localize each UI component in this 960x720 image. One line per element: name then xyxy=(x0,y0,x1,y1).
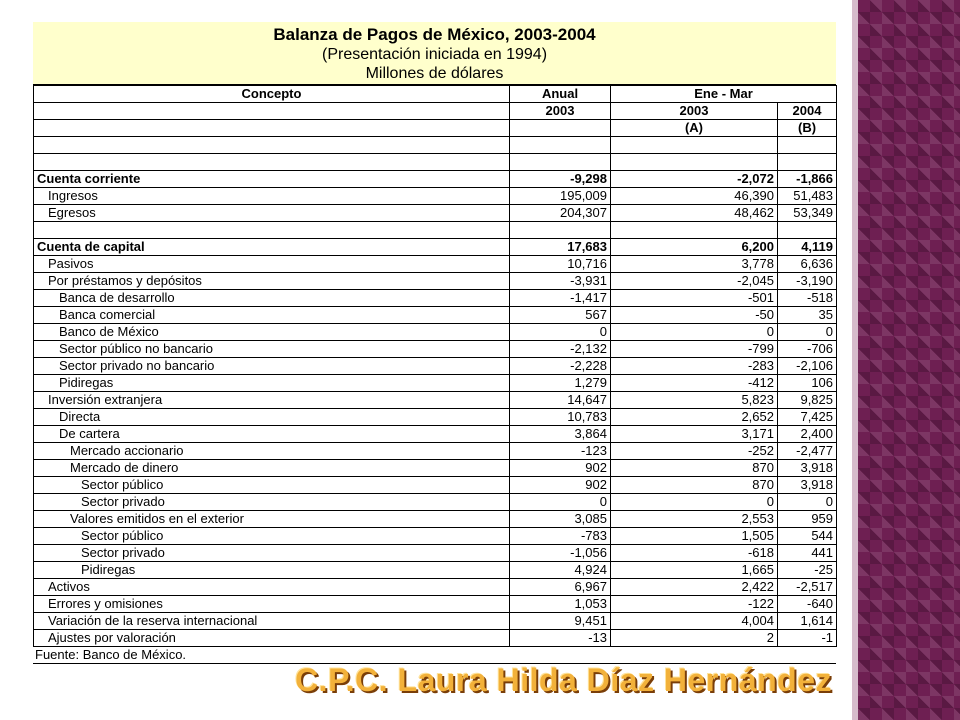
row-label: Banca de desarrollo xyxy=(34,290,510,307)
row-label: Activos xyxy=(34,579,510,596)
table-title: Balanza de Pagos de México, 2003-2004 xyxy=(273,25,596,44)
row-q2004: 544 xyxy=(778,528,837,545)
row-q2004: 7,425 xyxy=(778,409,837,426)
table-row xyxy=(34,273,837,290)
table-row xyxy=(34,324,837,341)
col-q-2003-note: (A) xyxy=(611,120,778,137)
row-q2004: 1,614 xyxy=(778,613,837,630)
row-q2003: 2,422 xyxy=(611,579,778,596)
col-q-2003: 2003 xyxy=(611,103,778,120)
row-q2003: 1,665 xyxy=(611,562,778,579)
row-q2004: 6,636 xyxy=(778,256,837,273)
row-anual: -1,056 xyxy=(510,545,611,562)
table-row xyxy=(34,256,837,273)
spacer-row xyxy=(34,222,837,239)
table-row xyxy=(34,460,837,477)
row-anual: 902 xyxy=(510,460,611,477)
table-row xyxy=(34,358,837,375)
spacer-row xyxy=(34,137,837,154)
col-enemar: Ene - Mar xyxy=(611,86,837,103)
row-q2003: -283 xyxy=(611,358,778,375)
row-label: Variación de la reserva internacional xyxy=(34,613,510,630)
row-anual: -9,298 xyxy=(510,171,611,188)
row-q2004: -518 xyxy=(778,290,837,307)
row-q2004: 3,918 xyxy=(778,460,837,477)
row-q2003: -2,045 xyxy=(611,273,778,290)
row-q2003: 6,200 xyxy=(611,239,778,256)
row-label: Por préstamos y depósitos xyxy=(34,273,510,290)
col-q-2004: 2004 xyxy=(778,103,837,120)
blank-cell xyxy=(778,154,837,171)
row-anual: 567 xyxy=(510,307,611,324)
table-row xyxy=(34,392,837,409)
table-subtitle: (Presentación iniciada en 1994) xyxy=(321,46,548,63)
blank-cell xyxy=(510,137,611,154)
row-label: Mercado de dinero xyxy=(34,460,510,477)
table-row xyxy=(34,443,837,460)
row-q2004: -706 xyxy=(778,341,837,358)
row-q2004: 0 xyxy=(778,494,837,511)
table-row xyxy=(34,426,837,443)
table-row xyxy=(34,494,837,511)
row-q2003: 1,505 xyxy=(611,528,778,545)
spacer-row xyxy=(34,154,837,171)
blank-cell xyxy=(34,154,510,171)
row-label: Sector privado no bancario xyxy=(34,358,510,375)
row-anual: 0 xyxy=(510,494,611,511)
row-anual: 10,783 xyxy=(510,409,611,426)
table-row xyxy=(34,579,837,596)
row-q2004: -1 xyxy=(778,630,837,647)
row-q2003: -2,072 xyxy=(611,171,778,188)
row-label: Ingresos xyxy=(34,188,510,205)
row-q2003: 0 xyxy=(611,324,778,341)
blank-cell xyxy=(510,120,611,137)
row-q2004: -640 xyxy=(778,596,837,613)
table-row xyxy=(34,545,837,562)
blank-cell xyxy=(34,137,510,154)
row-label: Banco de México xyxy=(34,324,510,341)
row-anual: -2,132 xyxy=(510,341,611,358)
row-anual: 4,924 xyxy=(510,562,611,579)
row-label: Sector privado xyxy=(34,545,510,562)
row-q2003: 870 xyxy=(611,460,778,477)
balance-document xyxy=(33,22,836,664)
row-q2004: -2,517 xyxy=(778,579,837,596)
row-q2003: 2,553 xyxy=(611,511,778,528)
row-q2003: 48,462 xyxy=(611,205,778,222)
decorative-pattern-panel xyxy=(858,0,960,720)
row-label: De cartera xyxy=(34,426,510,443)
table-body xyxy=(34,137,837,647)
table-row xyxy=(34,613,837,630)
blank-cell xyxy=(34,120,510,137)
row-anual: -2,228 xyxy=(510,358,611,375)
row-q2003: -618 xyxy=(611,545,778,562)
row-q2003: 3,778 xyxy=(611,256,778,273)
row-anual: 1,053 xyxy=(510,596,611,613)
row-q2004: -2,477 xyxy=(778,443,837,460)
row-anual: -13 xyxy=(510,630,611,647)
table-row xyxy=(34,290,837,307)
col-anual: Anual xyxy=(510,86,611,103)
row-label: Sector público xyxy=(34,477,510,494)
table-row xyxy=(34,409,837,426)
row-q2004: -2,106 xyxy=(778,358,837,375)
row-anual: -783 xyxy=(510,528,611,545)
row-q2003: 46,390 xyxy=(611,188,778,205)
row-label: Directa xyxy=(34,409,510,426)
row-label: Pidiregas xyxy=(34,562,510,579)
blank-cell xyxy=(611,137,778,154)
row-label: Cuenta corriente xyxy=(34,171,510,188)
row-label: Cuenta de capital xyxy=(34,239,510,256)
table-row xyxy=(34,188,837,205)
blank-cell xyxy=(34,222,510,239)
row-anual: -123 xyxy=(510,443,611,460)
row-q2003: -252 xyxy=(611,443,778,460)
row-q2004: -3,190 xyxy=(778,273,837,290)
row-anual: -1,417 xyxy=(510,290,611,307)
table-row xyxy=(34,239,837,256)
blank-cell xyxy=(778,137,837,154)
row-label: Mercado accionario xyxy=(34,443,510,460)
table-row xyxy=(34,596,837,613)
row-anual: 902 xyxy=(510,477,611,494)
source-note: Fuente: Banco de México. xyxy=(33,647,836,664)
row-q2003: -501 xyxy=(611,290,778,307)
table-units: Millones de dólares xyxy=(365,65,504,82)
row-q2003: -799 xyxy=(611,341,778,358)
col-q-2004-note: (B) xyxy=(778,120,837,137)
row-q2003: -412 xyxy=(611,375,778,392)
row-label: Pasivos xyxy=(34,256,510,273)
table-row xyxy=(34,477,837,494)
table-row xyxy=(34,341,837,358)
row-q2004: 4,119 xyxy=(778,239,837,256)
row-anual: 6,967 xyxy=(510,579,611,596)
blank-cell xyxy=(611,154,778,171)
row-q2004: -1,866 xyxy=(778,171,837,188)
row-q2004: 51,483 xyxy=(778,188,837,205)
row-q2003: 2 xyxy=(611,630,778,647)
blank-cell xyxy=(510,222,611,239)
row-label: Inversión extranjera xyxy=(34,392,510,409)
col-anual-year: 2003 xyxy=(510,103,611,120)
row-anual: 3,864 xyxy=(510,426,611,443)
row-q2004: 0 xyxy=(778,324,837,341)
balance-table xyxy=(33,85,837,647)
row-anual: 14,647 xyxy=(510,392,611,409)
row-q2003: 3,171 xyxy=(611,426,778,443)
table-row xyxy=(34,171,837,188)
row-label: Sector público no bancario xyxy=(34,341,510,358)
blank-cell xyxy=(34,103,510,120)
row-label: Errores y omisiones xyxy=(34,596,510,613)
row-q2004: 2,400 xyxy=(778,426,837,443)
table-header xyxy=(33,22,836,85)
table-row xyxy=(34,205,837,222)
row-q2004: 106 xyxy=(778,375,837,392)
row-label: Ajustes por valoración xyxy=(34,630,510,647)
row-anual: 195,009 xyxy=(510,188,611,205)
author-signature: C.P.C. Laura Hilda Díaz Hernández xyxy=(295,662,832,698)
table-row xyxy=(34,630,837,647)
table-row xyxy=(34,528,837,545)
row-q2004: 441 xyxy=(778,545,837,562)
row-anual: 204,307 xyxy=(510,205,611,222)
row-q2004: 3,918 xyxy=(778,477,837,494)
col-concepto: Concepto xyxy=(34,86,510,103)
row-label: Sector público xyxy=(34,528,510,545)
row-q2004: -25 xyxy=(778,562,837,579)
row-q2003: -50 xyxy=(611,307,778,324)
row-q2004: 53,349 xyxy=(778,205,837,222)
row-anual: 3,085 xyxy=(510,511,611,528)
table-row xyxy=(34,511,837,528)
blank-cell xyxy=(611,222,778,239)
row-q2003: 5,823 xyxy=(611,392,778,409)
row-label: Valores emitidos en el exterior xyxy=(34,511,510,528)
row-q2003: 870 xyxy=(611,477,778,494)
row-q2004: 35 xyxy=(778,307,837,324)
row-label: Sector privado xyxy=(34,494,510,511)
row-anual: 17,683 xyxy=(510,239,611,256)
row-anual: 0 xyxy=(510,324,611,341)
table-row xyxy=(34,375,837,392)
blank-cell xyxy=(778,222,837,239)
row-q2003: 2,652 xyxy=(611,409,778,426)
table-row xyxy=(34,562,837,579)
row-label: Pidiregas xyxy=(34,375,510,392)
blank-cell xyxy=(510,154,611,171)
row-q2003: -122 xyxy=(611,596,778,613)
row-q2003: 0 xyxy=(611,494,778,511)
row-anual: 9,451 xyxy=(510,613,611,630)
row-label: Banca comercial xyxy=(34,307,510,324)
row-label: Egresos xyxy=(34,205,510,222)
row-q2004: 959 xyxy=(778,511,837,528)
row-anual: -3,931 xyxy=(510,273,611,290)
row-anual: 10,716 xyxy=(510,256,611,273)
row-q2004: 9,825 xyxy=(778,392,837,409)
row-q2003: 4,004 xyxy=(611,613,778,630)
table-row xyxy=(34,307,837,324)
row-anual: 1,279 xyxy=(510,375,611,392)
